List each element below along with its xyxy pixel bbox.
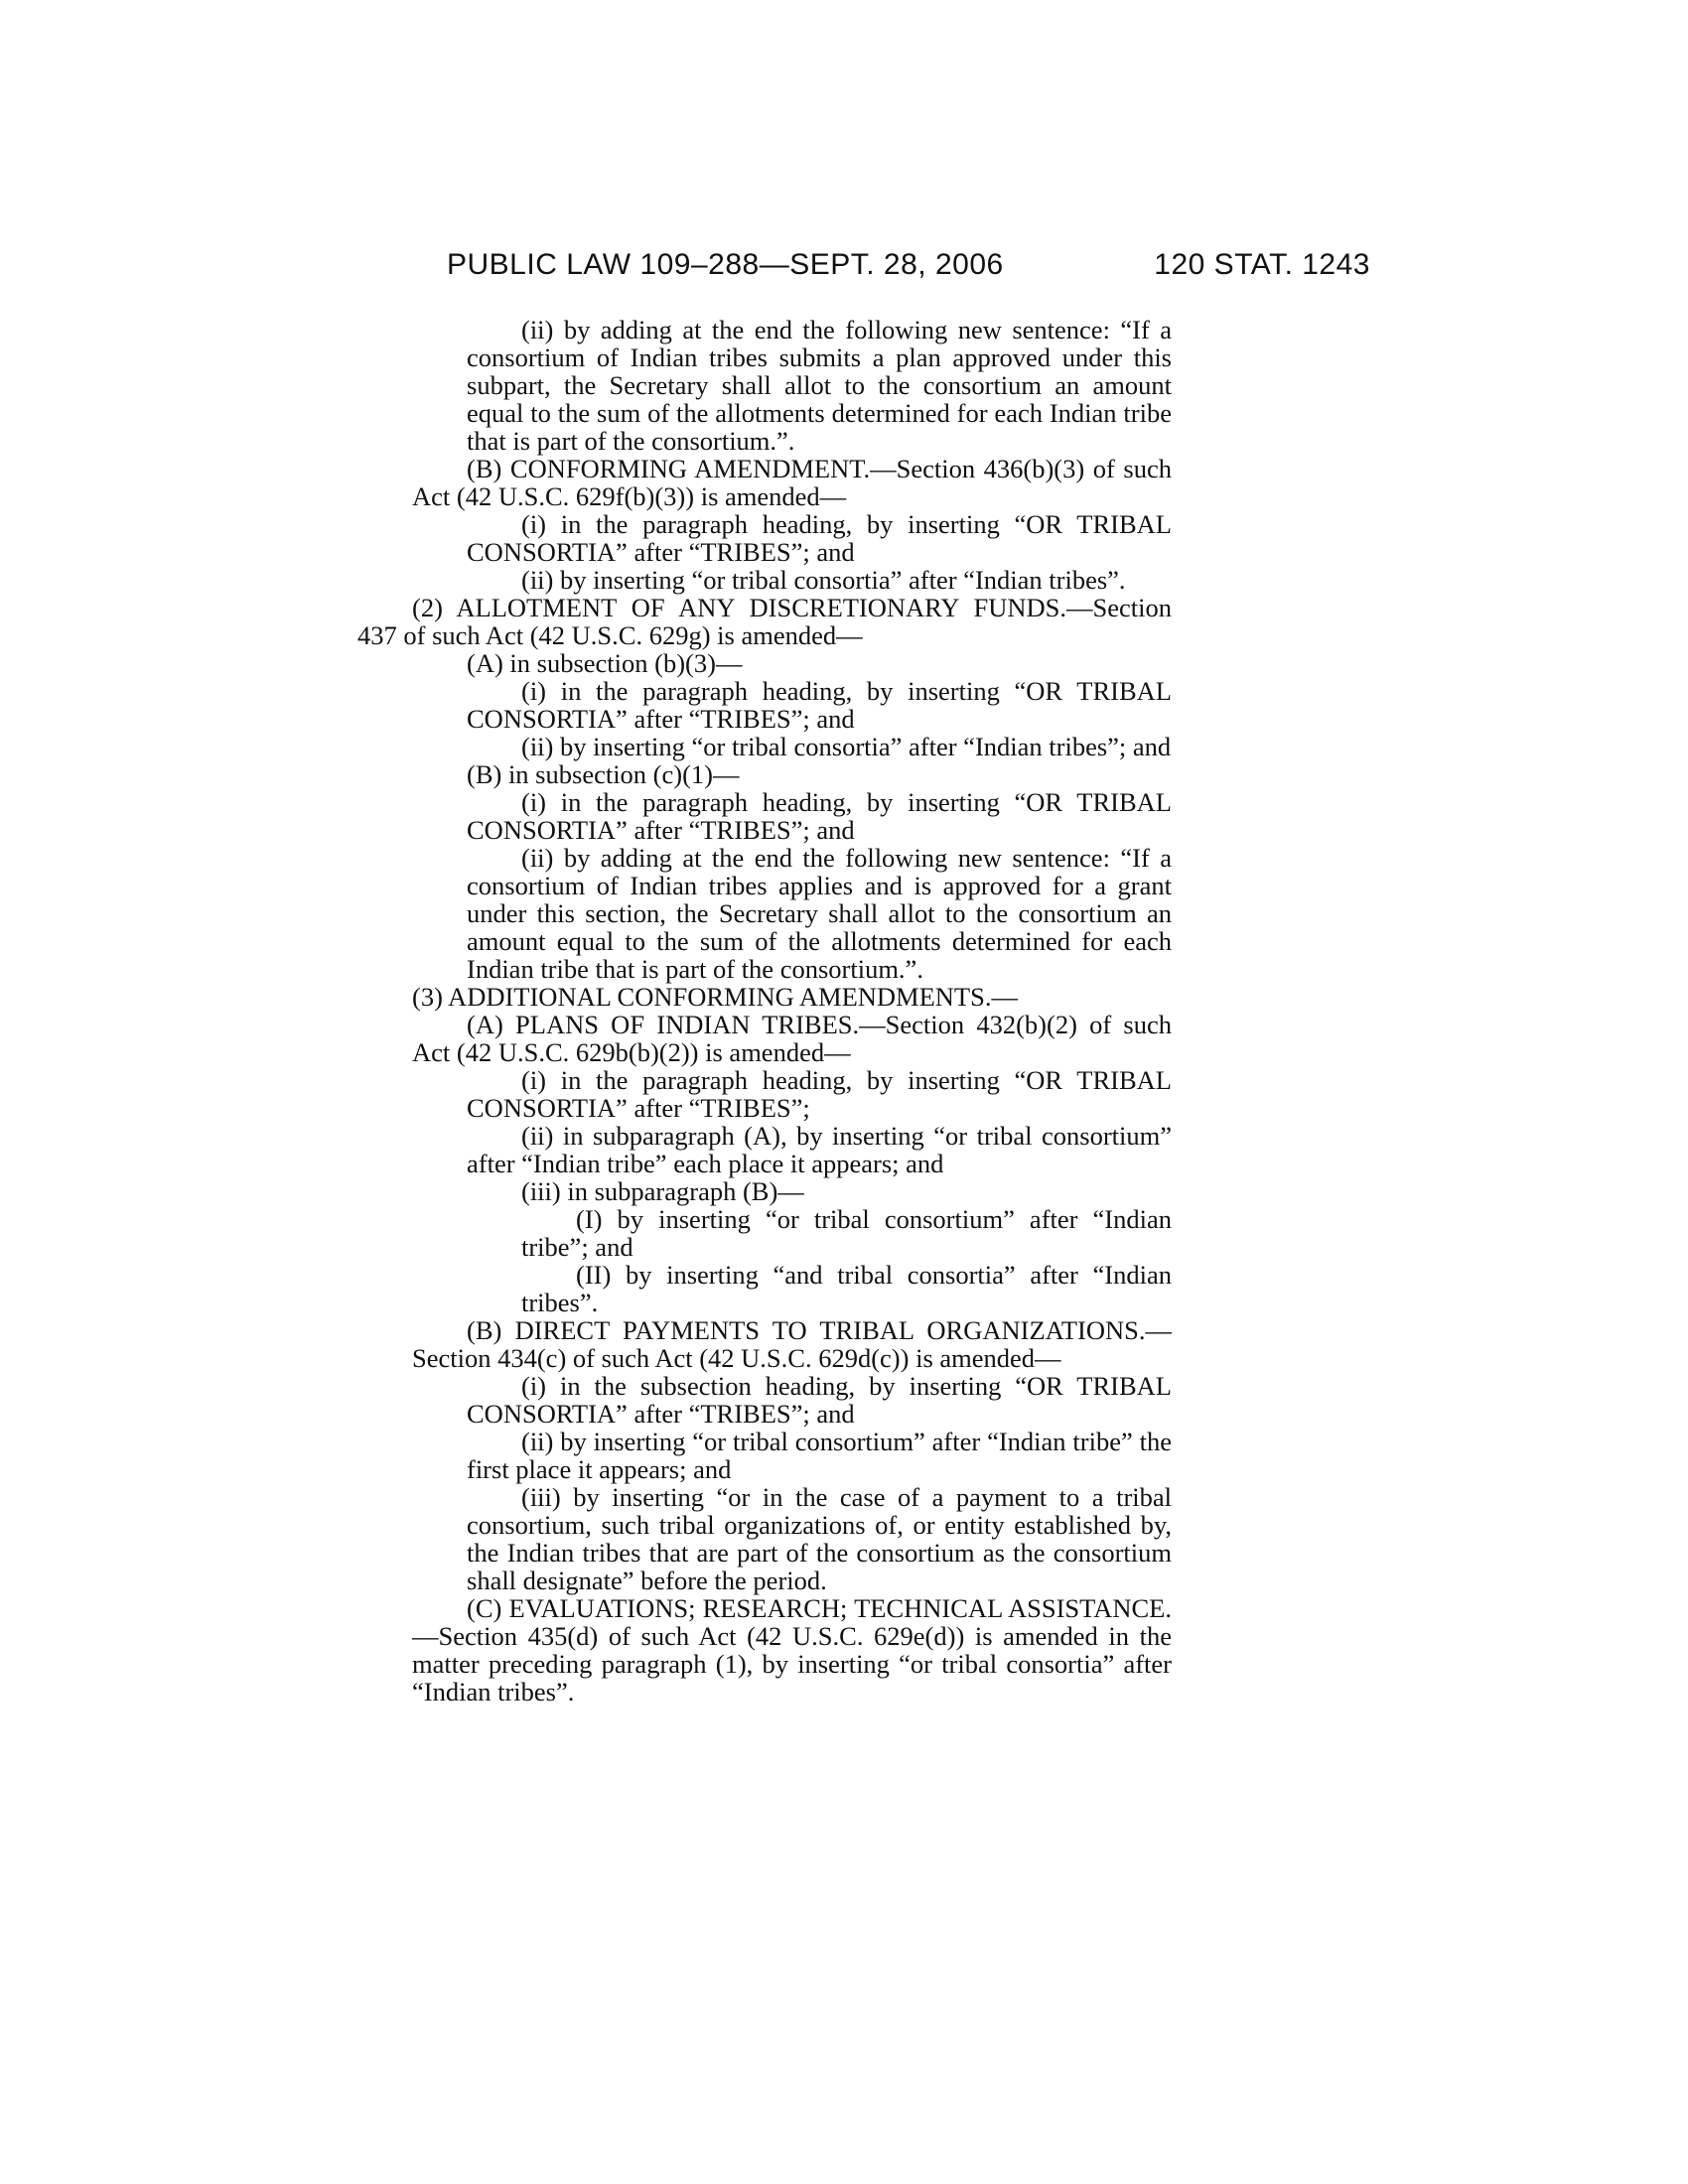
paragraph-subparagraph: (B) DIRECT PAYMENTS TO TRIBAL ORGANIZATIONS.—Section 434(c) of such Act (42 U.S.C. 629d(c)) is amended—	[412, 1315, 1172, 1373]
paragraph-item: (i) in the paragraph heading, by inserting “OR TRIBAL CONSORTIA” after “TRIBES”; and	[467, 787, 1172, 845]
paragraph-subparagraph: (C) EVALUATIONS; RESEARCH; TECHNICAL ASSISTANCE.—Section 435(d) of such Act (42 U.S.C. 629e(d)) is amended in the matter preceding paragraph (1), by inserting “or tribal consortia” after “Indian tribes”.	[412, 1593, 1172, 1706]
paragraph-item: (ii) by inserting “or tribal consortia” after “Indian tribes”.	[521, 565, 1126, 595]
header-law-citation: PUBLIC LAW 109–288—SEPT. 28, 2006	[447, 248, 1004, 281]
paragraph-subparagraph: (B) in subsection (c)(1)—	[467, 759, 740, 789]
paragraph-subclause: (I) by inserting “or tribal consortium” after “Indian tribe”; and	[521, 1204, 1172, 1262]
paragraph-section: (2) ALLOTMENT OF ANY DISCRETIONARY FUNDS.—Section 437 of such Act (42 U.S.C. 629g) is amended—	[357, 593, 1172, 650]
running-header	[447, 248, 1370, 288]
paragraph-item: (i) in the paragraph heading, by inserting “OR TRIBAL CONSORTIA” after “TRIBES”;	[467, 1065, 1172, 1123]
header-page-number: 120 STAT. 1243	[1154, 248, 1370, 281]
paragraph-item: (iii) in subparagraph (B)—	[521, 1176, 804, 1206]
paragraph-item: (i) in the paragraph heading, by inserting “OR TRIBAL CONSORTIA” after “TRIBES”; and	[467, 509, 1172, 567]
paragraph-subclause: (II) by inserting “and tribal consortia” after “Indian tribes”.	[521, 1260, 1172, 1317]
paragraph-item: (iii) by inserting “or in the case of a payment to a tribal consortium, such tribal organizations of, or entity established by, the Indian tribes that are part of the consortium as the consortium shall designate” before the period.	[467, 1482, 1172, 1595]
paragraph-subparagraph: (B) CONFORMING AMENDMENT.—Section 436(b)(3) of such Act (42 U.S.C. 629f(b)(3)) is amended—	[412, 454, 1172, 511]
paragraph-item: (ii) by inserting “or tribal consortia” after “Indian tribes”; and	[521, 732, 1172, 761]
paragraph-section: (3) ADDITIONAL CONFORMING AMENDMENTS.—	[412, 982, 1018, 1012]
paragraph-item: (ii) by inserting “or tribal consortium” after “Indian tribe” the first place it appears; and	[467, 1427, 1172, 1484]
paragraph-subparagraph: (A) in subsection (b)(3)—	[467, 648, 743, 678]
paragraph-item: (ii) in subparagraph (A), by inserting “or tribal consortium” after “Indian tribe” each place it appears; and	[467, 1121, 1172, 1178]
paragraph-item: (ii) by adding at the end the following new sentence: “If a consortium of Indian tribes applies and is approved for a grant under this section, the Secretary shall allot to the consortium an amount equal to the sum of the allotments determined for each Indian tribe that is part of the consortium.”.	[467, 843, 1172, 984]
paragraph-subparagraph: (A) PLANS OF INDIAN TRIBES.—Section 432(b)(2) of such Act (42 U.S.C. 629b(b)(2)) is amended—	[412, 1010, 1172, 1067]
document-body	[352, 316, 1172, 1706]
paragraph-item: (ii) by adding at the end the following new sentence: “If a consortium of Indian tribes submits a plan approved under this subpart, the Secretary shall allot to the consortium an amount equal to the sum of the allotments determined for each Indian tribe that is part of the consortium.”.	[467, 315, 1172, 456]
paragraph-item: (i) in the paragraph heading, by inserting “OR TRIBAL CONSORTIA” after “TRIBES”; and	[467, 676, 1172, 734]
paragraph-item: (i) in the subsection heading, by inserting “OR TRIBAL CONSORTIA” after “TRIBES”; and	[467, 1371, 1172, 1429]
